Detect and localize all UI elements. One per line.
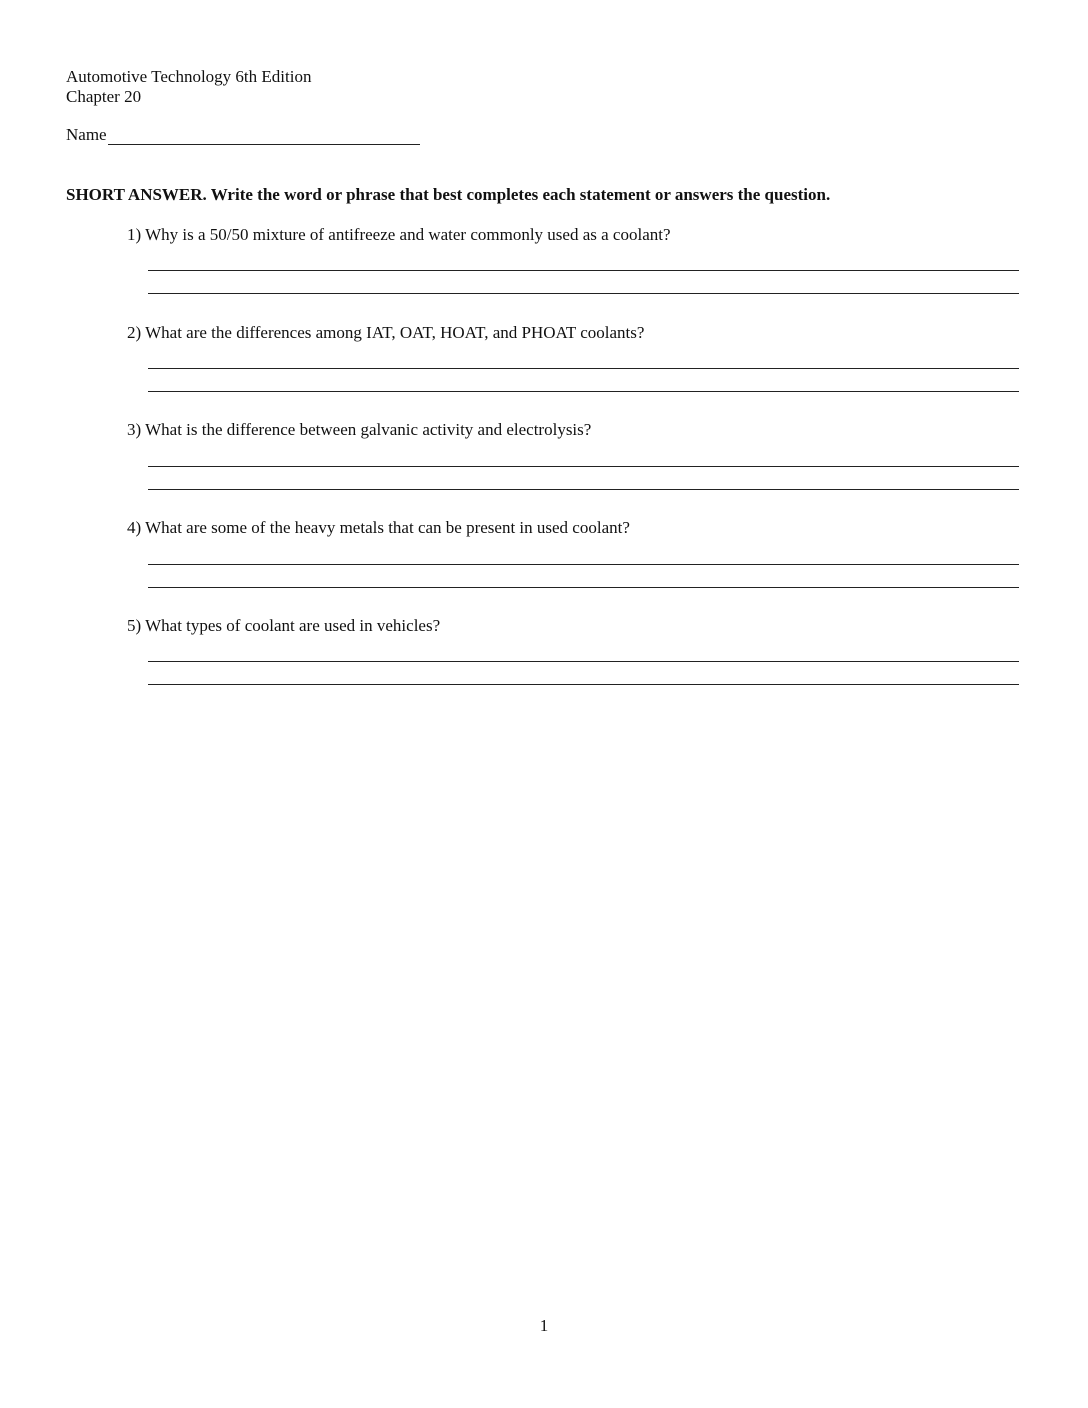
question-5	[127, 616, 1019, 636]
question-text: 3) What is the difference between galvanic activity and electrolysis?	[127, 420, 592, 439]
answer-line[interactable]	[148, 684, 1019, 685]
question-text: 5) What types of coolant are used in vehicles?	[127, 616, 441, 635]
question-3	[127, 420, 1019, 440]
section-instructions: SHORT ANSWER. Write the word or phrase that best completes each statement or answers the question.	[66, 185, 831, 204]
page-number: 1	[539, 1316, 549, 1335]
document-header	[66, 67, 311, 107]
answer-line[interactable]	[148, 564, 1019, 565]
answer-line[interactable]	[148, 368, 1019, 369]
book-title: Automotive Technology 6th Edition	[66, 67, 312, 86]
answer-line[interactable]	[148, 466, 1019, 467]
question-2	[127, 323, 1019, 343]
name-blank-line[interactable]	[108, 125, 420, 145]
answer-line[interactable]	[148, 391, 1019, 392]
chapter-label: Chapter 20	[66, 87, 142, 106]
answer-line[interactable]	[148, 587, 1019, 588]
question-1	[127, 225, 1019, 245]
answer-line[interactable]	[148, 489, 1019, 490]
question-4	[127, 518, 1019, 538]
question-text: 4) What are some of the heavy metals that can be present in used coolant?	[127, 518, 630, 537]
answer-line[interactable]	[148, 293, 1019, 294]
answer-line[interactable]	[148, 270, 1019, 271]
name-field	[66, 125, 420, 145]
name-label: Name	[66, 125, 107, 144]
answer-line[interactable]	[148, 661, 1019, 662]
question-text: 2) What are the differences among IAT, OAT, HOAT, and PHOAT coolants?	[127, 323, 645, 342]
question-text: 1) Why is a 50/50 mixture of antifreeze and water commonly used as a coolant?	[127, 225, 671, 244]
